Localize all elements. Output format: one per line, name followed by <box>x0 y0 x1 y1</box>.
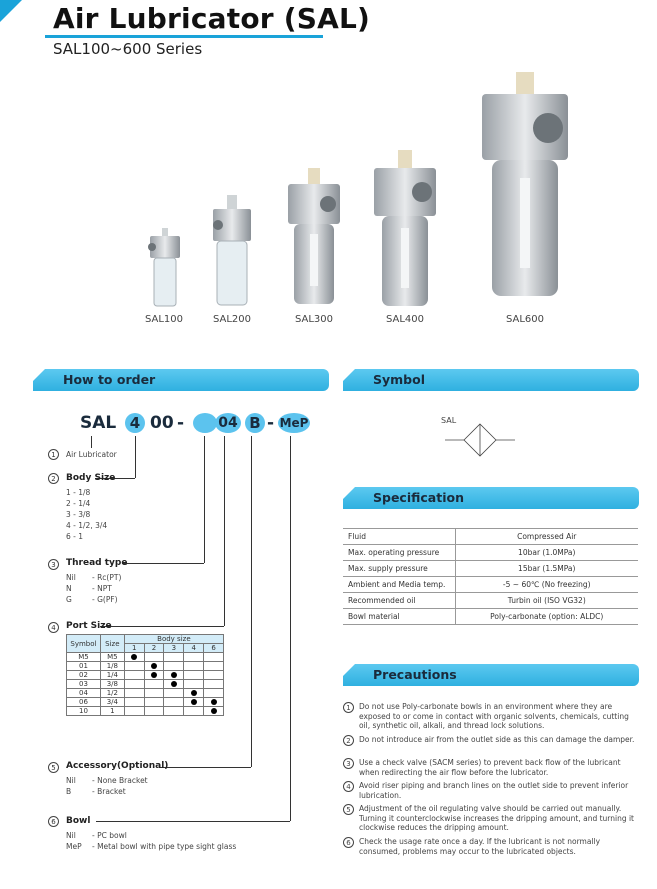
bowl-code: Nil <box>66 831 76 840</box>
port-size-cell: 3/4 <box>100 698 124 707</box>
bowl-list <box>66 830 306 852</box>
port-size-cell: 1/4 <box>100 671 124 680</box>
bowl-desc: - PC bowl <box>92 831 127 840</box>
precautions-header <box>343 664 639 686</box>
precaution-number: 6 <box>343 837 354 848</box>
port-symbol-cell: 03 <box>67 680 101 689</box>
precaution-item <box>343 804 641 833</box>
body-size-mark-cell <box>164 653 184 662</box>
body-size-mark-cell <box>124 653 144 662</box>
precaution-item <box>343 702 641 731</box>
spec-label: Bowl material <box>343 609 455 625</box>
spec-value: Turbin oil (ISO VG32) <box>455 593 638 609</box>
connector-line <box>96 821 290 822</box>
product-image-sal400 <box>370 150 440 310</box>
thread-code: N <box>66 584 72 593</box>
body-size-mark-cell <box>144 689 164 698</box>
col-body-size-value: 4 <box>184 644 204 653</box>
precaution-text: Use a check valve (SACM series) to prevent back flow of the lubricant when redirecting the air flow before the lubricator. <box>359 758 621 777</box>
body-size-option: 3 - 3/8 <box>66 510 91 519</box>
spec-value: Compressed Air <box>455 529 638 545</box>
product-image-sal600 <box>478 72 573 300</box>
port-symbol-cell: 01 <box>67 662 101 671</box>
connector-line <box>100 626 224 627</box>
body-size-mark-cell <box>144 698 164 707</box>
precaution-item <box>343 781 641 800</box>
precaution-number: 2 <box>343 735 354 746</box>
how-to-order-title: How to order <box>63 372 156 387</box>
precaution-number: 4 <box>343 781 354 792</box>
body-size-option: 6 - 1 <box>66 532 84 541</box>
spec-value: Poly-carbonate (option: ALDC) <box>455 609 638 625</box>
connector-line <box>91 436 92 448</box>
availability-dot <box>191 699 197 705</box>
port-size-heading: Port Size <box>66 621 112 631</box>
item-number: 6 <box>48 816 59 827</box>
connector-line <box>122 563 204 564</box>
port-symbol-cell: 04 <box>67 689 101 698</box>
connector-line <box>251 436 252 767</box>
item-number: 2 <box>48 473 59 484</box>
port-symbol-cell: 06 <box>67 698 101 707</box>
specification-header <box>343 487 639 509</box>
connector-line <box>135 436 136 478</box>
body-size-mark-cell <box>124 680 144 689</box>
symbol-header <box>343 369 639 391</box>
availability-dot <box>151 672 157 678</box>
spec-value: -5 ~ 60℃ (No freezing) <box>455 577 638 593</box>
precaution-item <box>343 735 641 745</box>
product-label-sal400: SAL400 <box>385 314 425 325</box>
availability-dot <box>151 663 157 669</box>
precaution-number: 5 <box>343 804 354 815</box>
product-label-sal200: SAL200 <box>212 314 252 325</box>
body-size-mark-cell <box>164 707 184 716</box>
body-size-mark-cell <box>124 707 144 716</box>
body-size-mark-cell <box>184 707 204 716</box>
availability-dot <box>211 699 217 705</box>
thread-code: G <box>66 595 72 604</box>
port-symbol-cell: 02 <box>67 671 101 680</box>
item-number: 5 <box>48 762 59 773</box>
body-size-mark-cell <box>144 653 164 662</box>
precaution-number: 1 <box>343 702 354 713</box>
port-size-table <box>66 634 224 716</box>
body-size-mark-cell <box>184 662 204 671</box>
product-label-sal600: SAL600 <box>505 314 545 325</box>
product-image-sal300 <box>284 168 344 308</box>
col-symbol: Symbol <box>67 635 101 653</box>
product-label-sal300: SAL300 <box>294 314 334 325</box>
spec-value: 15bar (1.5MPa) <box>455 561 638 577</box>
body-size-mark-cell <box>124 689 144 698</box>
body-size-mark-cell <box>204 680 224 689</box>
product-label-sal100: SAL100 <box>144 314 184 325</box>
connector-line <box>290 436 291 821</box>
port-size-cell: M5 <box>100 653 124 662</box>
body-size-mark-cell <box>164 671 184 680</box>
body-size-mark-cell <box>184 680 204 689</box>
spec-row <box>343 545 638 561</box>
body-size-mark-cell <box>164 689 184 698</box>
body-size-mark-cell <box>144 671 164 680</box>
port-size-row <box>67 707 224 716</box>
thread-desc: - NPT <box>92 584 112 593</box>
body-size-mark-cell <box>124 671 144 680</box>
availability-dot <box>171 672 177 678</box>
symbol-title: Symbol <box>373 372 425 387</box>
product-image-sal200 <box>207 195 257 308</box>
body-size-mark-cell <box>144 680 164 689</box>
spec-row <box>343 577 638 593</box>
body-size-mark-cell <box>144 707 164 716</box>
lubricator-symbol-diagram <box>445 420 515 460</box>
connector-line <box>204 436 205 563</box>
accessory-desc: - None Bracket <box>92 776 148 785</box>
precaution-item <box>343 758 641 777</box>
precaution-text: Do not introduce air from the outlet side as this can damage the damper. <box>359 735 635 744</box>
body-size-option: 2 - 1/4 <box>66 499 91 508</box>
col-body-size-value: 6 <box>204 644 224 653</box>
accessory-desc: - Bracket <box>92 787 126 796</box>
thread-type-heading: Thread type <box>66 558 128 568</box>
body-size-heading: Body Size <box>66 473 116 483</box>
body-size-mark-cell <box>204 707 224 716</box>
body-size-mark-cell <box>184 689 204 698</box>
body-size-mark-cell <box>164 662 184 671</box>
page-subtitle: SAL100~600 Series <box>53 40 203 58</box>
port-size-cell: 1/8 <box>100 662 124 671</box>
item-number: 3 <box>48 559 59 570</box>
order-code <box>80 413 320 437</box>
item-number: 4 <box>48 622 59 633</box>
body-size-mark-cell <box>144 662 164 671</box>
body-size-mark-cell <box>204 689 224 698</box>
thread-code: Nil <box>66 573 76 582</box>
col-body-size-value: 3 <box>164 644 184 653</box>
thread-desc: - Rc(PT) <box>92 573 122 582</box>
precaution-text: Adjustment of the oil regulating valve should be carried out manually. Turning it counterclockwise increases the dripping amount, and turning it clockwise reduces the dripping amount. <box>359 804 635 832</box>
item-air-lubricator: Air Lubricator <box>66 450 117 459</box>
availability-dot <box>131 654 137 660</box>
body-size-mark-cell <box>184 653 204 662</box>
code-dash: - <box>177 413 185 433</box>
code-dash-2: - <box>267 413 275 433</box>
accessory-code: B <box>66 787 72 796</box>
body-size-mark-cell <box>124 662 144 671</box>
body-size-mark-cell <box>164 680 184 689</box>
spec-row <box>343 529 638 545</box>
body-size-mark-cell <box>204 698 224 707</box>
specification-title: Specification <box>373 490 464 505</box>
body-size-mark-cell <box>204 671 224 680</box>
port-size-row <box>67 698 224 707</box>
spec-row <box>343 609 638 625</box>
port-symbol-cell: M5 <box>67 653 101 662</box>
connector-line <box>224 436 225 626</box>
title-underline <box>45 35 323 38</box>
accessory-code: Nil <box>66 776 76 785</box>
corner-accent <box>0 0 22 22</box>
col-body-size-value: 2 <box>144 644 164 653</box>
col-size: Size <box>100 635 124 653</box>
spec-label: Ambient and Media temp. <box>343 577 455 593</box>
spec-label: Max. supply pressure <box>343 561 455 577</box>
code-fixed: 00 <box>150 413 174 433</box>
code-prefix: SAL <box>80 413 117 433</box>
port-size-cell: 1/2 <box>100 689 124 698</box>
precaution-item <box>343 837 641 856</box>
port-size-row <box>67 689 224 698</box>
code-accessory: B <box>245 413 265 433</box>
bowl-desc: - Metal bowl with pipe type sight glass <box>92 842 237 851</box>
body-size-option: 1 - 1/8 <box>66 488 91 497</box>
symbol-label: SAL <box>441 416 457 425</box>
accessory-list <box>66 775 186 797</box>
body-size-option: 4 - 1/2, 3/4 <box>66 521 108 530</box>
thread-type-list <box>66 572 166 605</box>
col-body-size: Body size <box>124 635 223 644</box>
spec-label: Max. operating pressure <box>343 545 455 561</box>
precaution-text: Check the usage rate once a day. If the lubricant is not normally consumed, problems may occur to the lubricated objects. <box>359 837 601 856</box>
port-symbol-cell: 10 <box>67 707 101 716</box>
page-title: Air Lubricator (SAL) <box>53 2 370 35</box>
port-size-row <box>67 680 224 689</box>
precaution-text: Avoid riser piping and branch lines on the outlet side to prevent inferior lubrication. <box>359 781 629 800</box>
port-size-row <box>67 662 224 671</box>
col-body-size-value: 1 <box>124 644 144 653</box>
connector-line <box>160 767 251 768</box>
accessory-heading: Accessory(Optional) <box>66 761 169 771</box>
item-number: 1 <box>48 449 59 460</box>
spec-value: 10bar (1.0MPa) <box>455 545 638 561</box>
availability-dot <box>171 681 177 687</box>
port-size-cell: 3/8 <box>100 680 124 689</box>
port-size-cell: 1 <box>100 707 124 716</box>
bowl-heading: Bowl <box>66 816 91 826</box>
code-bowl: MeP <box>278 413 310 433</box>
body-size-list <box>66 487 107 542</box>
port-size-row <box>67 653 224 662</box>
code-size: 4 <box>125 413 145 433</box>
body-size-mark-cell <box>124 698 144 707</box>
thread-desc: - G(PF) <box>92 595 118 604</box>
spec-label: Fluid <box>343 529 455 545</box>
precautions-title: Precautions <box>373 667 457 682</box>
precaution-number: 3 <box>343 758 354 769</box>
port-size-row <box>67 671 224 680</box>
specification-table <box>343 528 638 625</box>
body-size-mark-cell <box>184 671 204 680</box>
body-size-mark-cell <box>164 698 184 707</box>
bowl-code: MeP <box>66 842 82 851</box>
body-size-mark-cell <box>204 653 224 662</box>
body-size-mark-cell <box>204 662 224 671</box>
availability-dot <box>191 690 197 696</box>
code-port: 04 <box>215 413 241 433</box>
code-thread-blank <box>193 413 217 433</box>
availability-dot <box>211 708 217 714</box>
product-image-sal100 <box>140 228 190 308</box>
precaution-text: Do not use Poly-carbonate bowls in an environment where they are exposed to or come in contact with organic solvents, chemicals, cutting oil, synthetic oil, alkali, and thread lock solutions. <box>359 702 629 730</box>
how-to-order-header <box>33 369 329 391</box>
spec-row <box>343 593 638 609</box>
spec-row <box>343 561 638 577</box>
spec-label: Recommended oil <box>343 593 455 609</box>
body-size-mark-cell <box>184 698 204 707</box>
